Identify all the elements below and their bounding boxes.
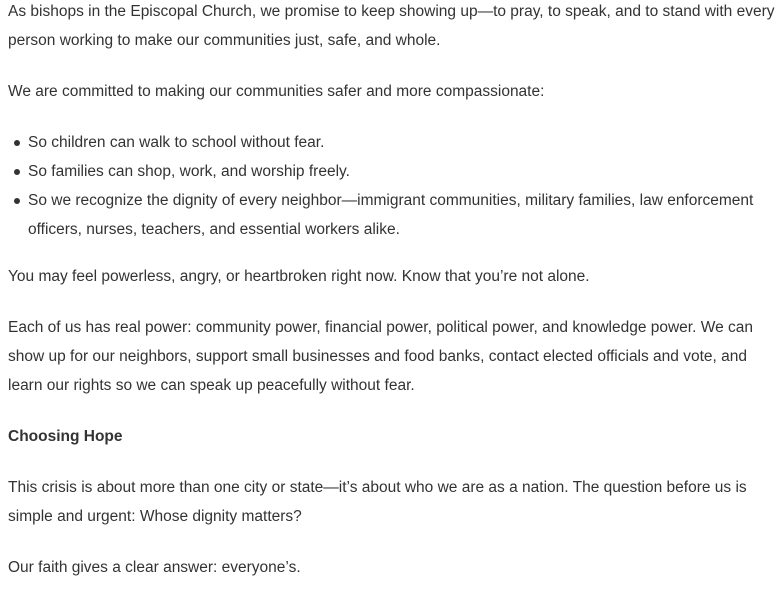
feelings-paragraph: You may feel powerless, angry, or heartbroken right now. Know that you’re not alone. (8, 268, 590, 285)
intro-paragraph: As bishops in the Episcopal Church, we promise to keep showing up—to pray, to speak, and to stand with every person working to make our communities just, safe, and whole. (8, 3, 775, 49)
commitment-list (8, 128, 776, 244)
list-item: So we recognize the dignity of every neighbor—immigrant communities, military families, law enforcement officers, nurses, teachers, and essential workers alike. (28, 186, 776, 244)
list-item: So children can walk to school without fear. (28, 128, 776, 157)
commitment-paragraph: We are committed to making our communities safer and more compassionate: (8, 83, 545, 100)
list-item: So families can shop, work, and worship freely. (28, 157, 776, 186)
article-body (8, 0, 776, 604)
crisis-paragraph: This crisis is about more than one city or state—it’s about who we are as a nation. The question before us is simple and urgent: Whose dignity matters? (8, 479, 747, 525)
power-paragraph: Each of us has real power: community power, financial power, political power, and knowledge power. We can show up for our neighbors, support small businesses and food banks, contact elected officials and vote, and learn our rights so we can speak up peacefully without fear. (8, 319, 753, 394)
answer-paragraph: Our faith gives a clear answer: everyone’s. (8, 559, 301, 576)
section-heading: Choosing Hope (8, 428, 123, 445)
